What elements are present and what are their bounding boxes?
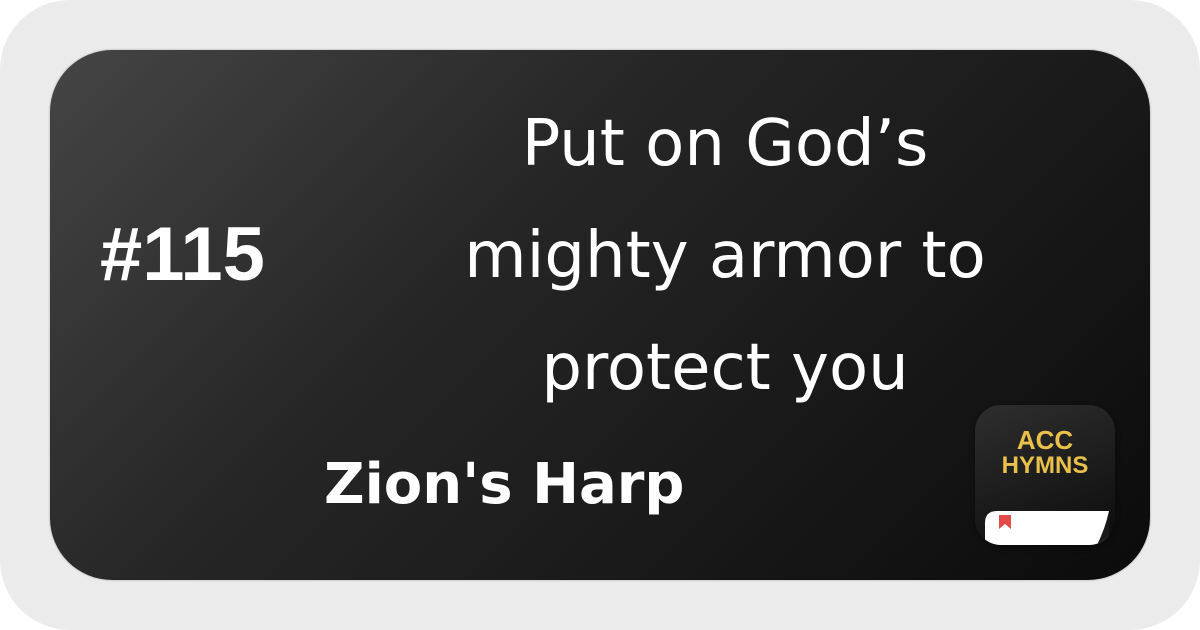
hymn-number: #115 — [100, 212, 265, 297]
hymnbook-name: Zion's Harp — [324, 452, 685, 517]
app-logo — [975, 405, 1115, 545]
hymn-title — [380, 88, 1070, 424]
hymn-title-line-2: mighty armor to — [464, 219, 986, 293]
hymn-title-line-3: protect you — [541, 331, 909, 405]
app-logo-line-2: HYMNS — [1001, 452, 1089, 479]
app-logo-line-1: ACC — [1016, 425, 1074, 455]
book-icon — [975, 405, 1115, 545]
hymn-title-line-1: Put on God’s — [521, 107, 929, 181]
